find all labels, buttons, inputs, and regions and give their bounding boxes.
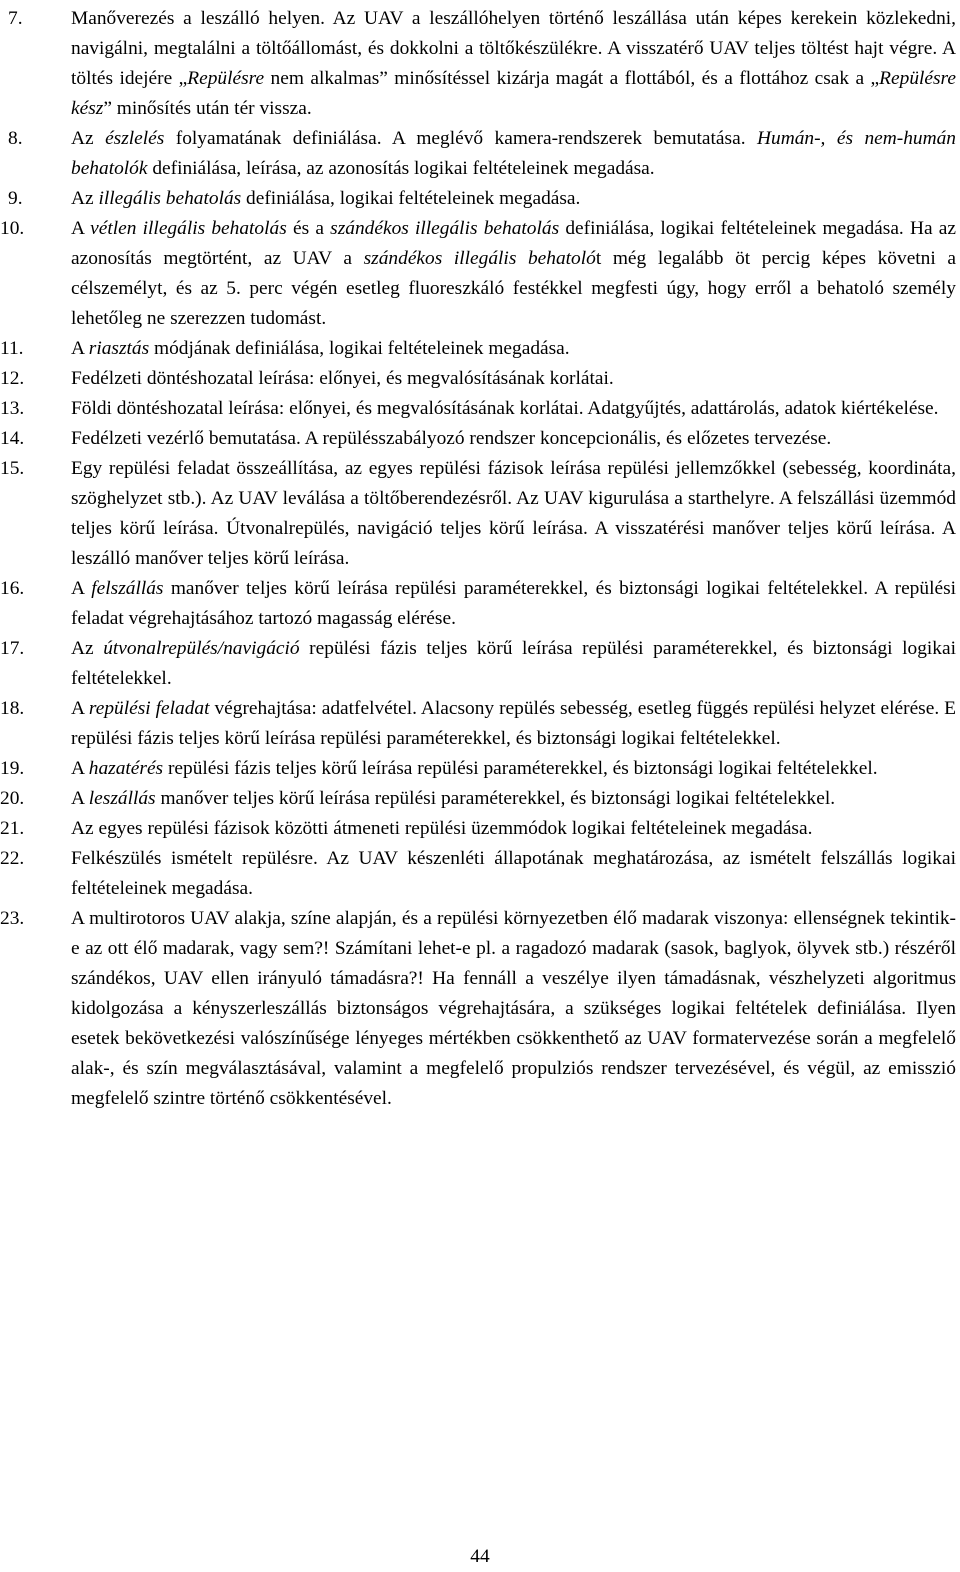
item-text: Manőverezés a leszálló helyen. Az UAV a leszállóhelyen történő leszállása után képes kerekein közlekedni, navigálni, megtalálni a töltőállomást, és dokkolni a töltőkészülékre. A visszatérő UAV teljes töltést hajt végre. A töltés idejére „Repülésre nem alkalmas” minősítéssel kizárja magát a flottából, és a flottához csak a „Repülésre kész” minősítés után tér vissza. bbox=[71, 8, 956, 119]
item-number: 7. bbox=[8, 8, 23, 29]
list-item bbox=[0, 454, 956, 574]
list-item bbox=[0, 184, 956, 214]
list-item bbox=[0, 904, 956, 1114]
item-number: 22. bbox=[0, 848, 25, 869]
list-item bbox=[0, 364, 956, 394]
page-number: 44 bbox=[470, 1546, 490, 1567]
item-text: Az észlelés folyamatának definiálása. A meglévő kamera-rendszerek bemutatása. Humán-, és nem-humán behatolók definiálása, leírása, az azonosítás logikai feltételeinek megadása. bbox=[71, 128, 956, 179]
item-text: Az egyes repülési fázisok közötti átmeneti repülési üzemmódok logikai feltételeinek megadása. bbox=[71, 818, 813, 839]
item-text: A leszállás manőver teljes körű leírása repülési paraméterekkel, és biztonsági logikai feltételekkel. bbox=[71, 788, 836, 809]
list-item bbox=[0, 754, 956, 784]
list-item bbox=[0, 784, 956, 814]
list-item bbox=[0, 424, 956, 454]
item-number: 17. bbox=[0, 638, 25, 659]
numbered-list bbox=[0, 4, 956, 1114]
item-text: Felkészülés ismételt repülésre. Az UAV készenléti állapotának meghatározása, az ismételt felszállás logikai feltételeinek megadása. bbox=[71, 848, 956, 899]
item-number: 9. bbox=[8, 188, 23, 209]
list-item bbox=[0, 634, 956, 694]
list-item bbox=[0, 814, 956, 844]
item-text: A repülési feladat végrehajtása: adatfelvétel. Alacsony repülés sebesség, esetleg függés repülési helyzet elérése. E repülési fázis teljes körű leírása repülési paraméterekkel, és biztonsági logikai feltételekkel. bbox=[71, 698, 956, 749]
item-text: Az illegális behatolás definiálása, logikai feltételeinek megadása. bbox=[71, 188, 581, 209]
item-number: 11. bbox=[0, 338, 24, 359]
item-number: 12. bbox=[0, 368, 25, 389]
item-number: 16. bbox=[0, 578, 25, 599]
item-text: A felszállás manőver teljes körű leírása repülési paraméterekkel, és biztonsági logikai feltételekkel. A repülési feladat végrehajtásához tartozó magasság elérése. bbox=[71, 578, 957, 629]
list-item bbox=[0, 574, 956, 634]
item-text: A vétlen illegális behatolás és a szándékos illegális behatolás definiálása, logikai feltételeinek megadása. Ha az azonosítás megtörtént, az UAV a szándékos illegális behatolót még legalább öt percig képes követni a célszemélyt, és az 5. perc végén esetleg fluoreszkáló festékkel megfesti úgy, hogy erről a behatoló személy lehetőleg ne szerezzen tudomást. bbox=[71, 218, 957, 329]
item-number: 10. bbox=[0, 218, 25, 239]
item-text: Fedélzeti döntéshozatal leírása: előnyei, és megvalósításának korlátai. bbox=[71, 368, 614, 389]
list-item bbox=[0, 394, 956, 424]
item-text: Az útvonalrepülés/navigáció repülési fázis teljes körű leírása repülési paraméterekkel, és biztonsági logikai feltételekkel. bbox=[71, 638, 956, 689]
item-text: A riasztás módjának definiálása, logikai feltételeinek megadása. bbox=[71, 338, 570, 359]
item-number: 19. bbox=[0, 758, 25, 779]
list-item bbox=[0, 844, 956, 904]
list-item bbox=[0, 214, 956, 334]
item-text: Fedélzeti vezérlő bemutatása. A repülésszabályozó rendszer koncepcionális, és előzetes tervezése. bbox=[71, 428, 832, 449]
list-item bbox=[0, 4, 956, 124]
item-text: Földi döntéshozatal leírása: előnyei, és megvalósításának korlátai. Adatgyűjtés, adattárolás, adatok kiértékelése. bbox=[71, 398, 939, 419]
item-number: 20. bbox=[0, 788, 25, 809]
list-item bbox=[0, 694, 956, 754]
item-number: 23. bbox=[0, 908, 25, 929]
list-item bbox=[0, 124, 956, 184]
item-text: A multirotoros UAV alakja, színe alapján, és a repülési környezetben élő madarak viszonya: ellenségnek tekintik-e az ott élő madarak, vagy sem?! Számítani lehet-e pl. a ragadozó madarak (sasok, baglyok, ölyvek stb.) részéről szándékos, UAV ellen irányuló támadásra?! Ha fennáll a veszélye ilyen támadásnak, vészhelyzeti algoritmus kidolgozása a kényszerleszállás biztonságos végrehajtására, a szükséges logikai feltételek definiálása. Ilyen esetek bekövetkezési valószínűsége lényeges mértékben csökkenthető az UAV formatervezése során a megfelelő alak-, és szín megválasztásával, valamint a megfelelő propulziós rendszer tervezésével, és végül, az emisszió megfelelő szintre történő csökkentésével. bbox=[71, 908, 956, 1109]
item-number: 8. bbox=[8, 128, 23, 149]
item-text: A hazatérés repülési fázis teljes körű leírása repülési paraméterekkel, és biztonsági logikai feltételekkel. bbox=[71, 758, 878, 779]
item-number: 21. bbox=[0, 818, 25, 839]
item-number: 15. bbox=[0, 458, 25, 479]
item-number: 13. bbox=[0, 398, 25, 419]
item-number: 14. bbox=[0, 428, 25, 449]
list-item bbox=[0, 334, 956, 364]
item-text: Egy repülési feladat összeállítása, az egyes repülési fázisok leírása repülési jellemzőkkel (sebesség, koordináta, szöghelyzet stb.). Az UAV leválása a töltőberendezésről. Az UAV kigurulása a starthelyre. A felszállási üzemmód teljes körű leírása. Útvonalrepülés, navigáció teljes körű leírása. A visszatérési manőver teljes körű leírása. A leszálló manőver teljes körű leírása. bbox=[71, 458, 956, 569]
item-number: 18. bbox=[0, 698, 25, 719]
